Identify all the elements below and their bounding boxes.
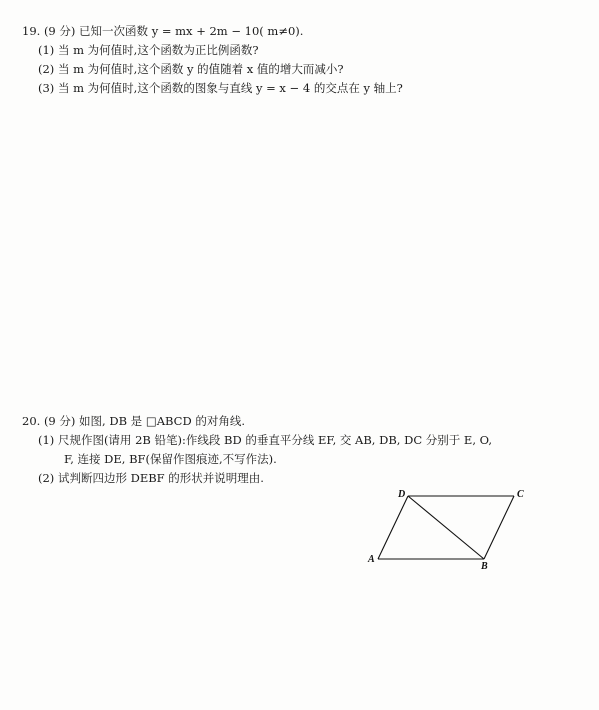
question-19-part-3: (3) 当 m 为何值时,这个函数的图象与直线 y = x − 4 的交点在 y 轴上?: [38, 81, 403, 95]
question-20-part-1: (1) 尺规作图(请用 2B 铅笔):作线段 BD 的垂直平分线 EF, 交 AB, DB, DC 分别于 E, O,: [38, 433, 493, 447]
vertex-label-a: A: [368, 554, 375, 565]
question-19-part-2: (2) 当 m 为何值时,这个函数 y 的值随着 x 值的增大而减小?: [38, 62, 344, 76]
question-20-stem: 20. (9 分) 如图, DB 是 □ABCD 的对角线.: [22, 414, 246, 428]
parallelogram-diagram: [364, 486, 534, 570]
question-20-part-2: (2) 试判断四边形 DEBF 的形状并说明理由.: [38, 471, 264, 485]
vertex-label-d: D: [398, 489, 406, 500]
parallelogram-figure: [364, 486, 534, 570]
vertex-label-c: C: [517, 489, 524, 500]
question-19-part-1: (1) 当 m 为何值时,这个函数为正比例函数?: [38, 43, 259, 57]
edge-ad: [378, 496, 408, 559]
edge-cb: [484, 496, 514, 559]
diagonal-db: [408, 496, 484, 559]
question-20: [22, 412, 582, 488]
question-19-stem: 19. (9 分) 已知一次函数 y = mx + 2m − 10( m≠0).: [22, 24, 304, 38]
question-19: [22, 22, 582, 98]
vertex-label-b: B: [481, 561, 488, 570]
question-20-part-1-continued: F, 连接 DE, BF(保留作图痕迹,不写作法).: [64, 452, 277, 466]
